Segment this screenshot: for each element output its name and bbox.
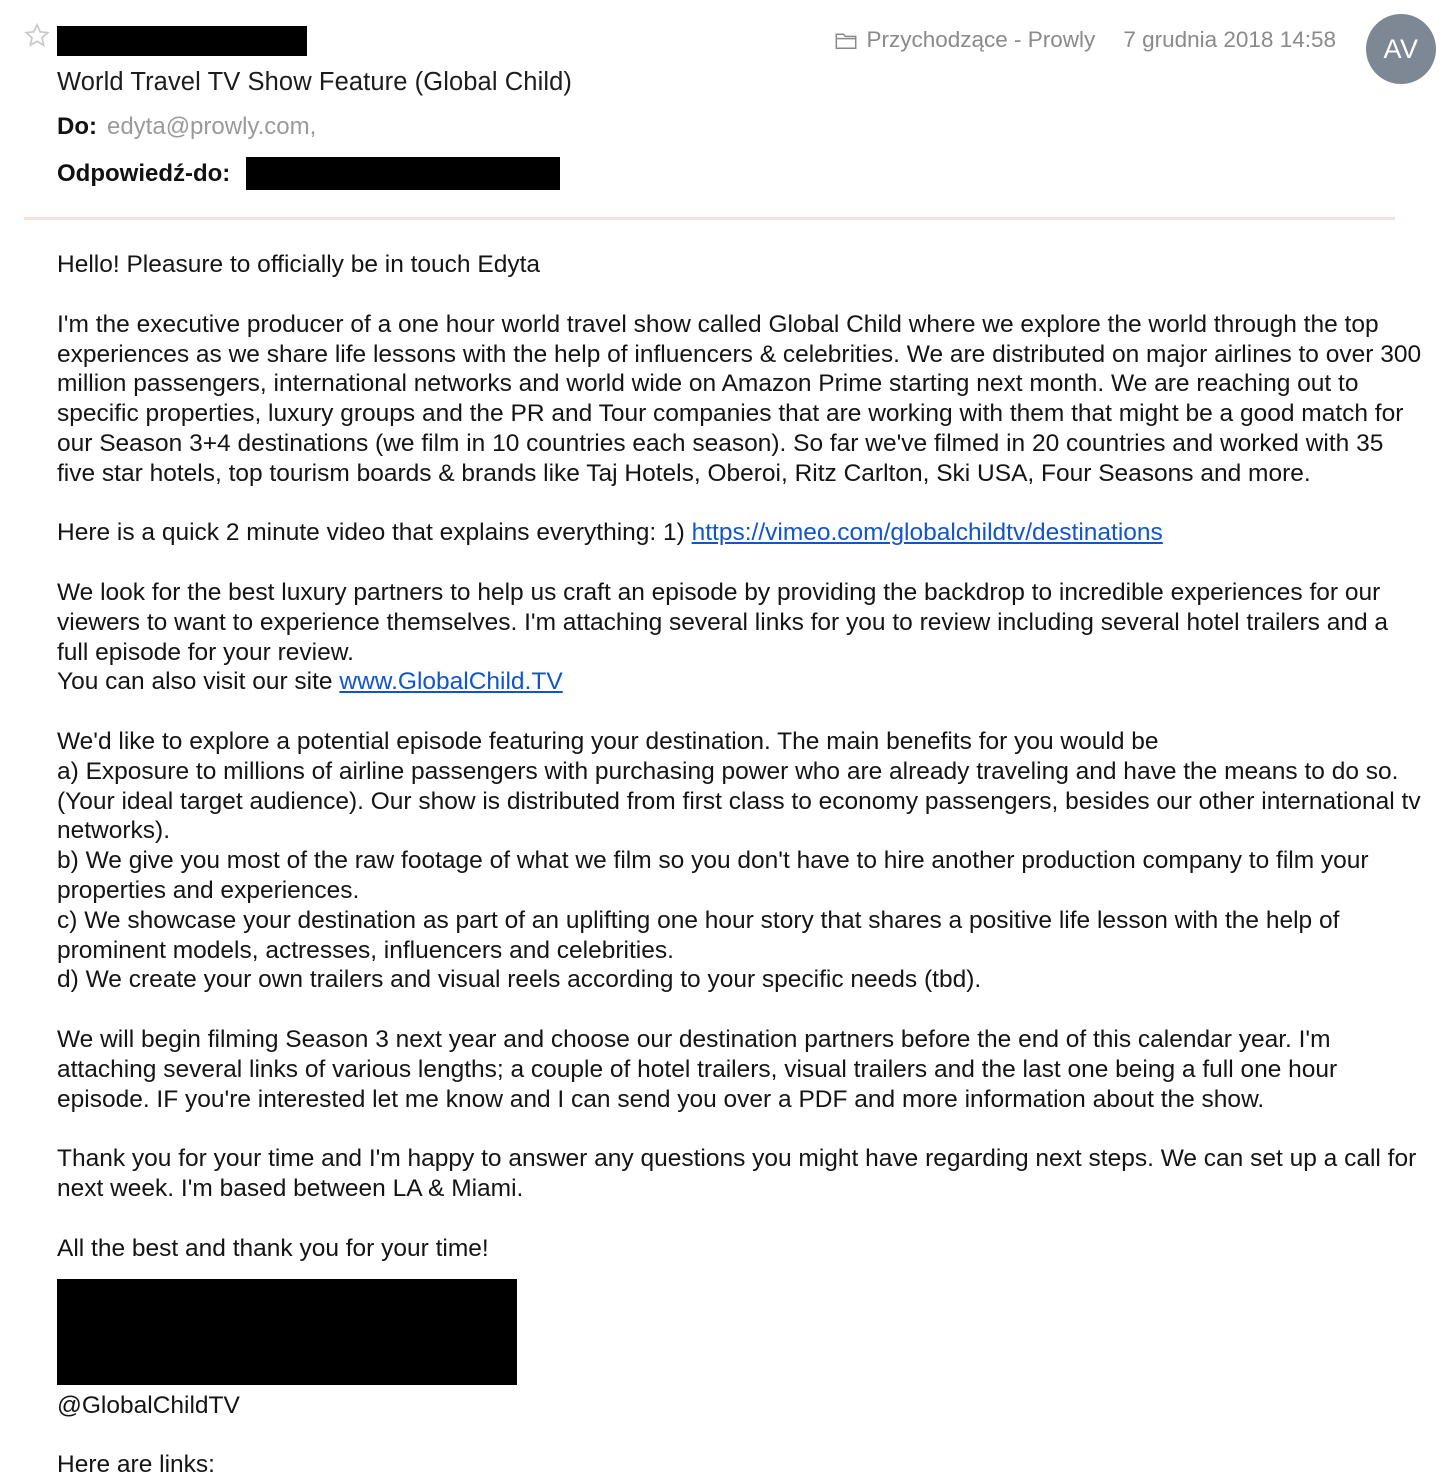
avatar-initials: AV (1383, 33, 1419, 64)
site-intro-text: You can also visit our site (57, 668, 340, 696)
to-value[interactable]: edyta@prowly.com, (106, 113, 317, 140)
email-body (0, 220, 1452, 1480)
recipient-to-row (0, 97, 1452, 141)
header-top-row (0, 0, 1452, 62)
signature-image-redacted (57, 1279, 517, 1385)
body-benefits-lead: We'd like to explore a potential episode featuring your destination. The main benefits for you would be (57, 728, 1159, 756)
email-date: 7 grudnia 2018 14:58 (1123, 27, 1336, 52)
globalchild-site-link[interactable]: www.GlobalChild.TV (339, 668, 563, 696)
links-lead: Here are links: (57, 1451, 215, 1479)
reply-to-value-redacted (246, 157, 560, 190)
body-site-paragraph (57, 667, 1422, 697)
reply-to-label: Odpowiedź-do: (57, 159, 231, 187)
vimeo-link[interactable]: https://vimeo.com/globalchildtv/destinations (691, 519, 1163, 547)
to-label: Do: (57, 113, 97, 140)
social-handle: @GlobalChildTV (57, 1391, 240, 1419)
body-greeting: Hello! Pleasure to officially be in touch Edyta (57, 251, 541, 278)
folder-label: Przychodzące - Prowly (866, 27, 1096, 52)
body-thanks-paragraph: Thank you for your time and I'm happy to answer any questions you might have regarding next steps. We can set up a call for next week. I'm based between LA & Miami. (57, 1145, 1417, 1203)
body-benefit-b: b) We give you most of the raw footage of what we film so you don't have to hire another production company to film your properties and experiences. (57, 847, 1369, 905)
body-benefit-a: a) Exposure to millions of airline passengers with purchasing power who are already traveling and have the means to do so. (Your ideal target audience). Our show is distributed from first class to economy passengers, besides our other international tv networks). (57, 757, 1421, 845)
body-closing: All the best and thank you for your time! (57, 1234, 489, 1262)
folder-label-chip[interactable] (835, 27, 1095, 53)
recipient-replyto-row (0, 141, 1452, 190)
header-divider (24, 217, 1395, 220)
body-video-paragraph (57, 518, 1422, 548)
star-outline-icon[interactable] (24, 22, 50, 48)
email-subject: World Travel TV Show Feature (Global Child) (57, 68, 572, 96)
folder-icon (835, 31, 857, 50)
body-intro-paragraph: I'm the executive producer of a one hour world travel show called Global Child where we explore the world through the top experiences as we share life lessons with the help of influencers & celebrities. We are distributed on major airlines to over 300 million passengers, international networks and world wide on Amazon Prime starting next month. We are reaching out to specific properties, luxury groups and the PR and Tour companies that are working with them that might be a good match for our Season 3+4 destinations (we film in 10 countries each season). So far we've filmed in 20 countries and worked with 35 five star hotels, top tourism boards & brands like Taj Hotels, Oberoi, Ritz Carlton, Ski USA, Four Seasons and more. (57, 310, 1422, 487)
body-partners-paragraph: We look for the best luxury partners to help us craft an episode by providing the backdrop to incredible experiences for our viewers to want to experience themselves. I'm attaching several links for you to review including several hotel trailers and a full episode for your review. (57, 579, 1389, 666)
body-benefit-c: c) We showcase your destination as part of an uplifting one hour story that shares a positive life lesson with the help of prominent models, actresses, influencers and celebrities. (57, 906, 1340, 964)
avatar[interactable] (1366, 14, 1436, 84)
video-intro-text: Here is a quick 2 minute video that explains everything: 1) (57, 519, 692, 547)
body-benefit-d: d) We create your own trailers and visual reels according to your specific needs (tbd). (57, 966, 982, 994)
body-filming-paragraph: We will begin filming Season 3 next year and choose our destination partners before the end of this calendar year. I'm attaching several links of various lengths; a couple of hotel trailers, visual trailers and the last one being a full one hour episode. IF you're interested let me know and I can send you over a PDF and more information about the show. (57, 1026, 1338, 1113)
header-meta (835, 27, 1336, 53)
sender-name-redacted (57, 26, 307, 56)
email-header (0, 0, 1452, 220)
